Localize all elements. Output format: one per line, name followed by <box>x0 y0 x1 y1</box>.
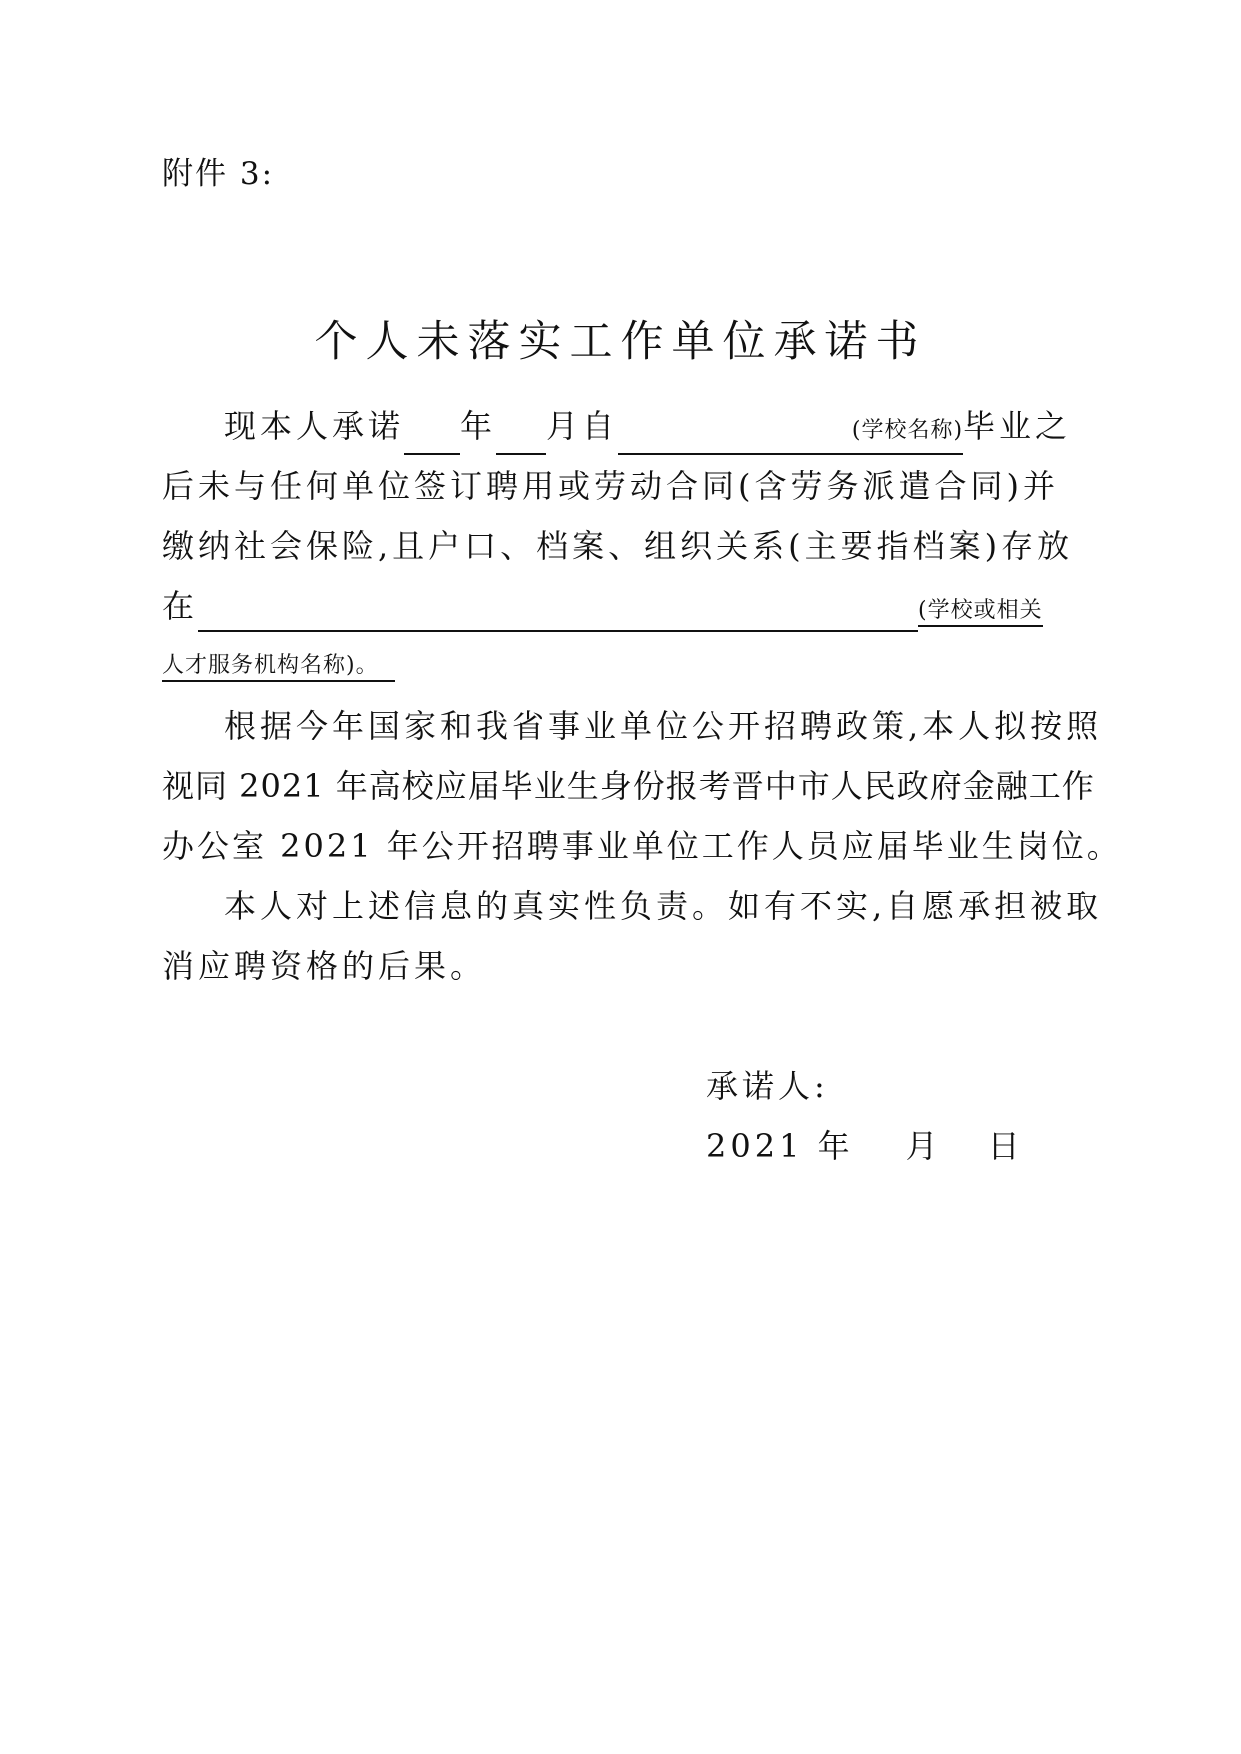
para2-line3: 办公室 2021 年公开招聘事业单位工作人员应届毕业生岗位。 <box>162 827 1122 865</box>
signature-label: 承诺人: <box>706 1067 829 1105</box>
archive-location-hint-cont: 人才服务机构名称)。 <box>162 653 395 682</box>
para1-year-text: 年 <box>460 407 497 445</box>
para3-line1: 本人对上述信息的真实性负责。如有不实,自愿承担被取 <box>224 887 1103 925</box>
para1-line4 <box>162 586 1043 632</box>
para1-text-at: 在 <box>162 587 199 625</box>
para2-line2: 视同 2021 年高校应届毕业生身份报考晋中市人民政府金融工作 <box>162 767 1095 805</box>
para2-line1: 根据今年国家和我省事业单位公开招聘政策,本人拟按照 <box>224 707 1103 745</box>
document-title: 个人未落实工作单位承诺书 <box>314 317 927 367</box>
para1-line3: 缴纳社会保险,且户口、档案、组织关系(主要指档案)存放 <box>162 527 1074 565</box>
archive-location-hint: (学校或相关 <box>918 598 1043 627</box>
month-blank[interactable] <box>496 419 546 455</box>
archive-location-blank[interactable] <box>198 596 918 632</box>
year-blank[interactable] <box>404 419 460 455</box>
signature-date <box>706 1126 1024 1166</box>
annex-label: 附件 3: <box>162 156 275 192</box>
para1-line1 <box>224 406 1071 455</box>
para1-text-b: 毕业之 <box>963 407 1072 445</box>
date-month: 月 <box>905 1127 942 1165</box>
date-day: 日 <box>987 1127 1024 1165</box>
para3-line2: 消应聘资格的后果。 <box>162 947 487 985</box>
school-name-blank[interactable] <box>618 406 963 455</box>
school-name-hint: (学校名称) <box>851 418 964 443</box>
para1-line5 <box>162 648 395 679</box>
para1-month-text: 月自 <box>546 407 619 445</box>
para1-line2: 后未与任何单位签订聘用或劳动合同(含劳务派遣合同)并 <box>162 467 1059 505</box>
date-year: 2021 年 <box>706 1127 854 1165</box>
para1-text-a: 现本人承诺 <box>224 407 405 445</box>
